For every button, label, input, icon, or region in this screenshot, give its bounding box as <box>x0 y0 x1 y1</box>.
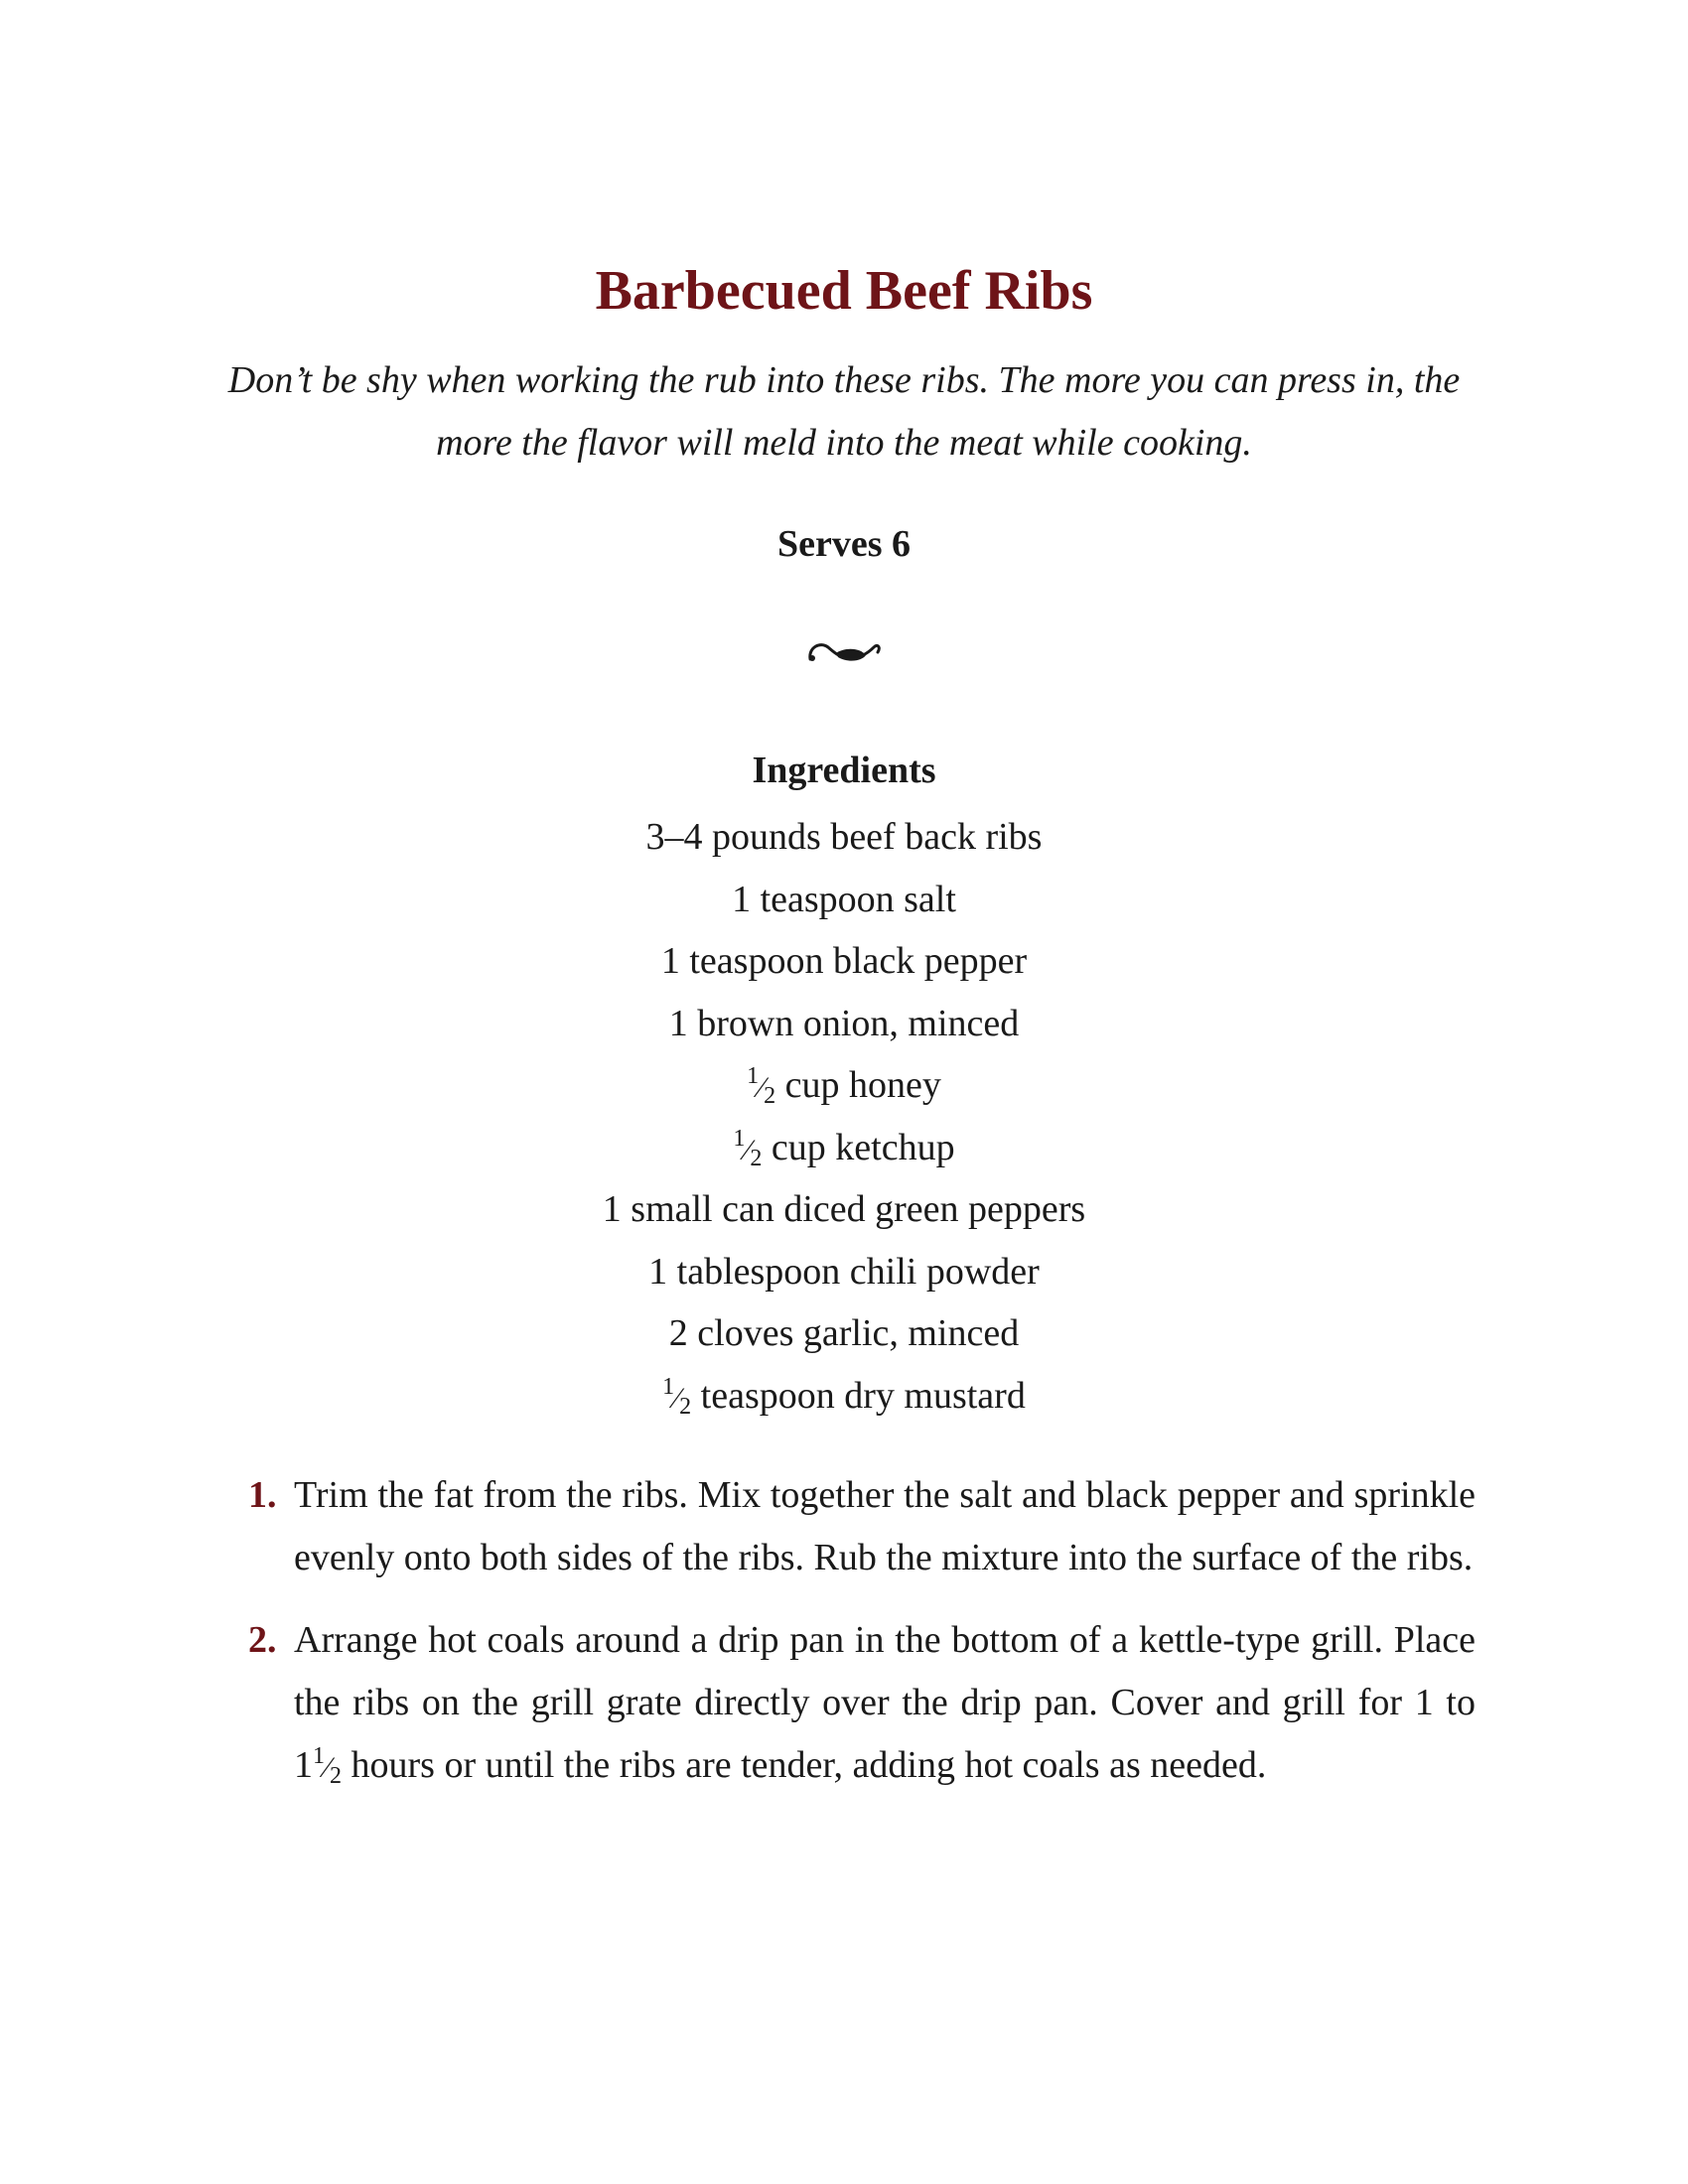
ingredient-item: 1 teaspoon black pepper <box>660 940 1028 982</box>
step-text: Arrange hot coals around a drip pan in the bottom of a kettle-type grill. Place the ribs on the grill grate directly over the drip pan. Cover and grill for 1 to $1^1⁄_2$ hours or until the ribs are tender, adding hot coals as needed. <box>294 1619 1476 1789</box>
serves-count: Serves 6 <box>776 523 912 565</box>
fraction: $^1⁄_2$ <box>662 1373 692 1420</box>
instructions-list <box>248 1464 1476 1819</box>
ingredients-heading: Ingredients <box>752 750 936 791</box>
ingredients-list <box>0 806 1688 1427</box>
ingredient-item: $^1⁄_2$ cup honey <box>747 1063 941 1109</box>
step-text: Trim the fat from the ribs. Mix together the salt and black pepper and sprinkle evenly onto both sides of the ribs. Rub the mixture into the surface of the ribs. <box>294 1474 1476 1578</box>
instruction-step <box>248 1464 1476 1589</box>
ingredient-item: 1 brown onion, minced <box>668 1002 1020 1044</box>
ingredient-item: $^1⁄_2$ teaspoon dry mustard <box>662 1373 1026 1420</box>
fraction: $^1⁄_2$ <box>747 1063 776 1109</box>
step-number: 1. <box>248 1474 277 1516</box>
ingredient-item: 1 teaspoon salt <box>732 878 956 920</box>
fraction: $^1⁄_2$ <box>733 1125 763 1171</box>
ingredient-item: 1 small can diced green peppers <box>602 1188 1086 1230</box>
fraction: $^1⁄_2$ <box>313 1743 343 1789</box>
ingredient-item: $^1⁄_2$ cup ketchup <box>733 1125 955 1171</box>
ingredient-item: 2 cloves garlic, minced <box>668 1312 1020 1354</box>
step-number: 2. <box>248 1619 277 1661</box>
recipe-title: Barbecued Beef Ribs <box>595 260 1093 322</box>
ingredient-item: 1 tablespoon chili powder <box>648 1250 1040 1293</box>
swash-ornament-icon <box>804 625 884 675</box>
recipe-intro: Don’t be shy when working the rub into these ribs. The more you can press in, the more the flavor will meld into the meat while cooking. <box>227 359 1461 464</box>
instruction-step <box>248 1609 1476 1799</box>
ingredient-item: 3–4 pounds beef back ribs <box>645 816 1043 858</box>
